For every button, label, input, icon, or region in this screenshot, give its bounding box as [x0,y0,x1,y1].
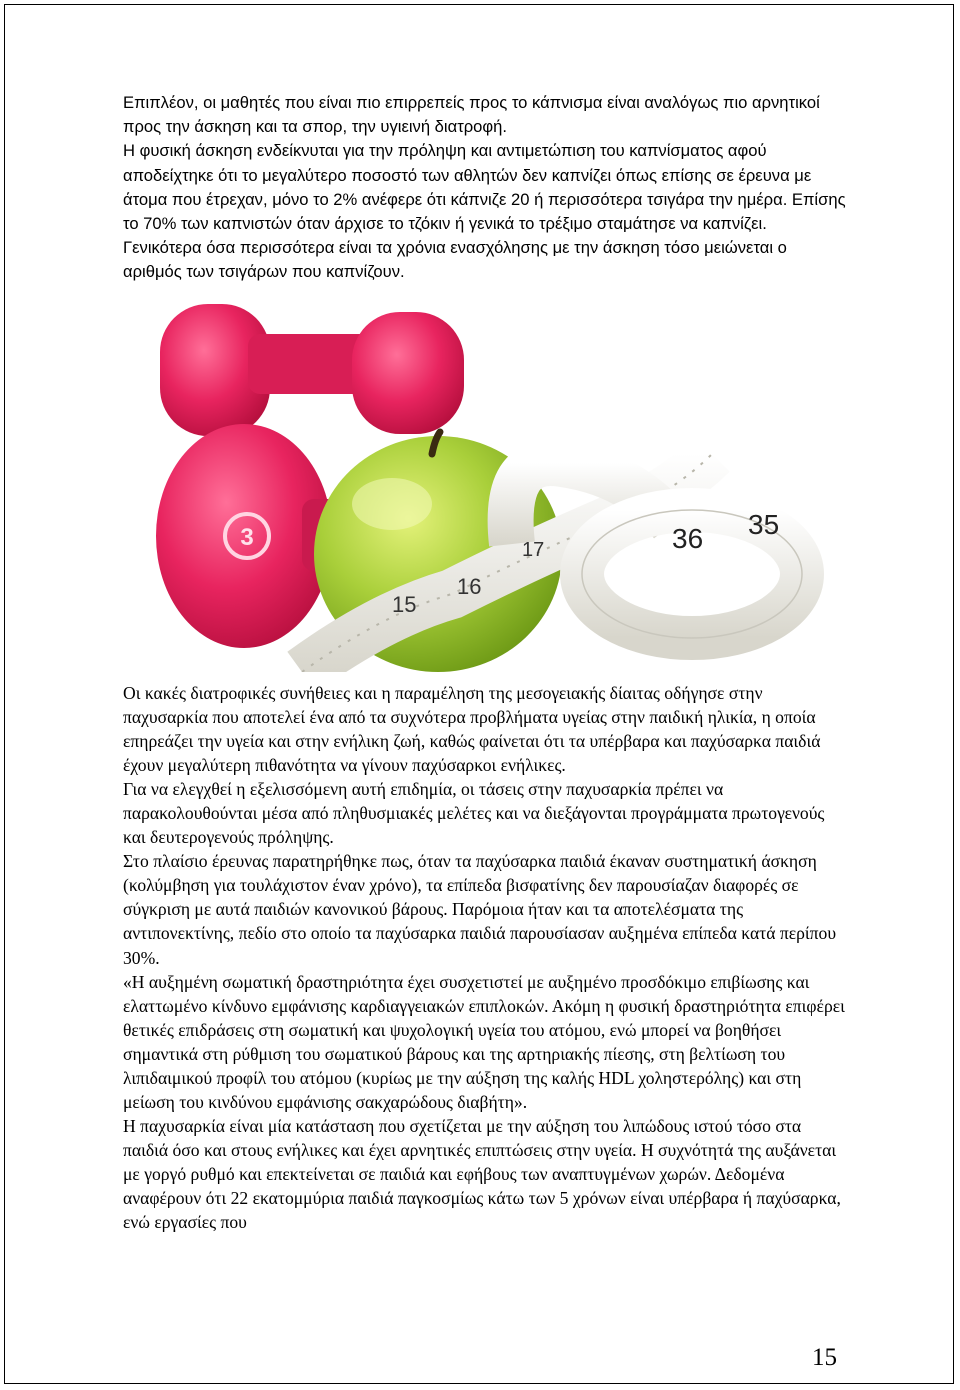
back-dumbbell [160,304,464,436]
fitness-illustration [152,294,830,672]
tape-number: 36 [672,523,704,554]
paragraph: Για να ελεγχθεί η εξελισσόμενη αυτή επιδημία, οι τάσεις στην παχυσαρκία πρέπει να παρακολουθούνται μέσα από πληθυσμιακές μελέτες και να διεξάγονται προγράμματα πρωτογενούς και δευτερογενούς πρόληψης. [123,779,825,848]
page-number: 15 [812,1344,837,1371]
paragraph: Στο πλαίσιο έρευνας παρατηρήθηκε πως, όταν τα παχύσαρκα παιδιά έκαναν συστηματική άσκηση (κολύμβηση για τουλάχιστον έναν χρόνο), τα επίπεδα βισφατίνης δεν παρουσίαζαν διαφορές σε σύγκριση με αυτά παιδιών κανονικού βάρους. Παρόμοια ήταν και τα αποτελέσματα της αντιπονεκτίνης, πεδίο στο οποίο τα παχύσαρκα παιδιά παρουσίασαν αυξημένα επίπεδα κατά περίπου 30%. [123,851,837,968]
paragraph: Οι κακές διατροφικές συνήθειες και η παραμέληση της μεσογειακής δίαιτας οδήγησε στην παχυσαρκία που αποτελεί ένα από τα συχνότερα προβλήματα υγείας στην παιδική ηλικία, η οποία επηρεάζει την υγεία και στην ενήλικη ζωή, καθώς φαίνεται ότι τα υπέρβαρα και παχύσαρκα παιδιά έχουν μεγαλύτερη πιθανότητα να γίνουν παχύσαρκοι ενήλικες. [123,683,821,776]
paragraph: Επιπλέον, οι μαθητές που είναι πιο επιρρεπείς προς το κάπνισμα είναι αναλόγως πιο αρνητικοί προς την άσκηση και τα σπορ, την υγιεινή διατροφή. [123,93,820,137]
paragraph: Η παχυσαρκία είναι μία κατάσταση που σχετίζεται με την αύξηση του λιπώδους ιστού τόσο στα παιδιά όσο και στους ενήλικες και έχει αρνητικές επιπτώσεις στην υγεία. Η συχνότητά της αυξάνεται με γοργό ρυθμό και επεκτείνεται σε παιδιά και εφήβους των αναπτυγμένων χωρών. Δεδομένα αναφέρουν ότι 22 εκατομμύρια παιδιά παγκοσμίως κάτω των 5 χρόνων είναι υπέρβαρα ή παχύσαρκα, ενώ εργασίες που [123,1115,841,1233]
fitness-illustration-svg [152,294,830,672]
paragraph: «Η αυξημένη σωματική δραστηριότητα έχει συσχετιστεί με αυξημένο προσδόκιμο επιβίωσης και ελαττωμένο κίνδυνο εμφάνισης καρδιαγγειακών επιπλοκών. Ακόμη η φυσική δραστηριότητα επιφέρει θετικές επιδράσεις στη σωματική και ψυχολογική υγεία του ατόμου, ενώ μπορεί να βοηθήσει σημαντικά στη ρύθμιση του σωματικού βάρους και της αρτηριακής πίεσης, στη βελτίωση του λιπιδαιμικού προφίλ του ατόμου (κυρίως με την αύξηση της καλής HDL χοληστερόλης) και στη μείωση του κινδύνου εμφάνισης σακχαρώδους διαβήτη». [123,971,845,1112]
document-page [4,4,954,1384]
tape-number: 16 [457,574,482,599]
dumbbell-digit: 3 [240,524,254,551]
tape-number: 35 [748,509,780,540]
tape-number: 17 [522,539,545,561]
tape-number: 15 [392,592,417,617]
top-text-block [123,91,849,285]
paragraph: Η φυσική άσκηση ενδείκνυται για την πρόληψη και αντιμετώπιση του καπνίσματος αφού αποδείχτηκε ότι το μεγαλύτερο ποσοστό των αθλητών δεν καπνίζει όπως επίσης σε έρευνα με άτομα που έτρεχαν, μόνο το 2% ανέφερε ότι κάπνιζε 20 ή περισσότερα τσιγάρα την ημέρα. Επίσης το 70% των καπνιστών όταν άρχισε το τζόκιν ή γενικά το τρέξιμο σταμάτησε να καπνίζει. Γενικότερα όσα περισσότερα είναι τα χρόνια ενασχόλησης με την άσκηση τόσο μειώνεται ο αριθμός των τσιγάρων που καπνίζουν. [123,141,846,282]
bottom-text-block [123,681,849,1234]
